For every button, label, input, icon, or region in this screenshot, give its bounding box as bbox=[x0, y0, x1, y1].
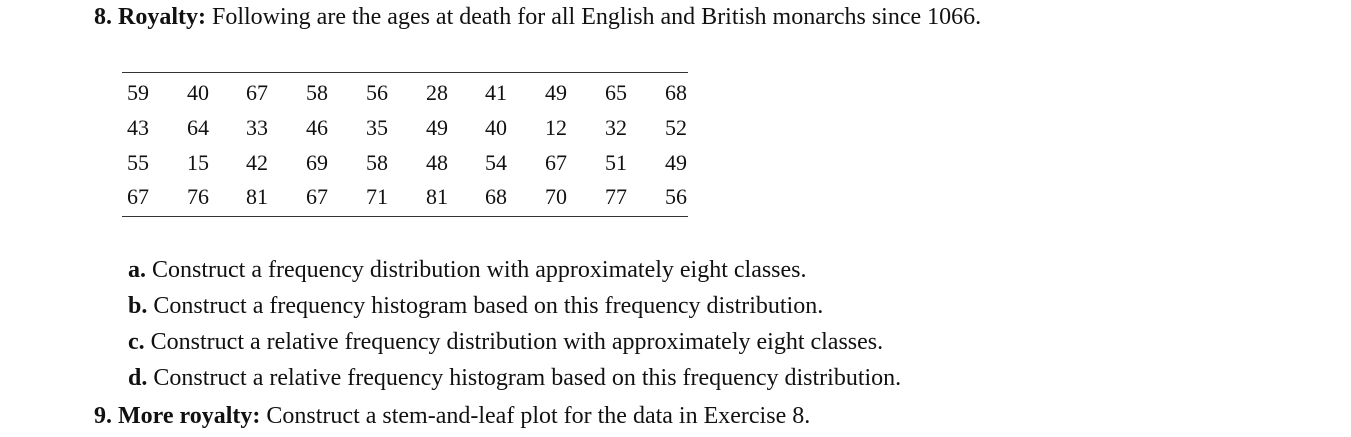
part-b-letter: b. bbox=[128, 293, 148, 319]
table-cell: 42 bbox=[246, 150, 268, 175]
table-cell: 33 bbox=[246, 115, 268, 140]
exercise-8-parts-list bbox=[128, 252, 901, 396]
table-cell: 51 bbox=[605, 150, 627, 175]
exercise-8-statement bbox=[94, 3, 981, 31]
part-d bbox=[128, 360, 901, 396]
part-c-text: Construct a relative frequency distribution with approximately eight classes. bbox=[150, 329, 884, 355]
table-cell: 67 bbox=[545, 150, 567, 175]
table-cell: 15 bbox=[187, 150, 209, 175]
exercise-9-title: More royalty: bbox=[118, 403, 261, 429]
exercise-8-number: 8. bbox=[94, 4, 112, 30]
exercise-8-text: Following are the ages at death for all English and British monarchs since 1066. bbox=[211, 4, 982, 30]
exercise-9-statement bbox=[94, 402, 810, 430]
table-row bbox=[122, 110, 688, 145]
table-cell: 67 bbox=[306, 184, 328, 209]
table-cell: 55 bbox=[127, 150, 149, 175]
table-cell: 32 bbox=[605, 115, 627, 140]
part-d-text: Construct a relative frequency histogram based on this frequency distribution. bbox=[153, 365, 902, 391]
table-cell: 76 bbox=[187, 184, 209, 209]
table-cell: 68 bbox=[485, 184, 507, 209]
table-cell: 81 bbox=[246, 184, 268, 209]
part-b-text: Construct a frequency histogram based on this frequency distribution. bbox=[153, 293, 824, 319]
table-cell: 43 bbox=[127, 115, 149, 140]
table-cell: 71 bbox=[366, 184, 388, 209]
table-cell: 70 bbox=[545, 184, 567, 209]
table-cell: 41 bbox=[485, 80, 507, 105]
table-cell: 28 bbox=[426, 80, 448, 105]
table-cell: 48 bbox=[426, 150, 448, 175]
part-d-letter: d. bbox=[128, 365, 148, 391]
table-cell: 58 bbox=[366, 150, 388, 175]
table-cell: 40 bbox=[485, 115, 507, 140]
table-cell: 65 bbox=[605, 80, 627, 105]
table-cell: 58 bbox=[306, 80, 328, 105]
table-cell: 49 bbox=[665, 150, 687, 175]
part-b bbox=[128, 288, 901, 324]
exercise-8-title: Royalty: bbox=[118, 4, 206, 30]
table-cell: 49 bbox=[545, 80, 567, 105]
part-c bbox=[128, 324, 901, 360]
ages-data-table bbox=[122, 72, 688, 217]
part-c-letter: c. bbox=[128, 329, 145, 355]
table-row bbox=[122, 145, 688, 180]
exercise-9-number: 9. bbox=[94, 403, 112, 429]
table-cell: 52 bbox=[665, 115, 687, 140]
table-cell: 81 bbox=[426, 184, 448, 209]
table-row bbox=[122, 75, 688, 110]
part-a-letter: a. bbox=[128, 257, 146, 283]
table-cell: 67 bbox=[246, 80, 268, 105]
part-a-text: Construct a frequency distribution with approximately eight classes. bbox=[152, 257, 807, 283]
table-cell: 68 bbox=[665, 80, 687, 105]
table-cell: 12 bbox=[545, 115, 567, 140]
table-cell: 56 bbox=[665, 184, 687, 209]
table-cell: 40 bbox=[187, 80, 209, 105]
table-cell: 54 bbox=[485, 150, 507, 175]
exercise-9-text: Construct a stem-and-leaf plot for the data in Exercise 8. bbox=[266, 403, 811, 429]
table-cell: 49 bbox=[426, 115, 448, 140]
table-cell: 67 bbox=[127, 184, 149, 209]
table-cell: 69 bbox=[306, 150, 328, 175]
table-cell: 35 bbox=[366, 115, 388, 140]
table-cell: 64 bbox=[187, 115, 209, 140]
table-cell: 46 bbox=[306, 115, 328, 140]
part-a bbox=[128, 252, 901, 288]
table-cell: 56 bbox=[366, 80, 388, 105]
table-cell: 77 bbox=[605, 184, 627, 209]
table-row bbox=[122, 179, 688, 214]
table-cell: 59 bbox=[127, 80, 149, 105]
